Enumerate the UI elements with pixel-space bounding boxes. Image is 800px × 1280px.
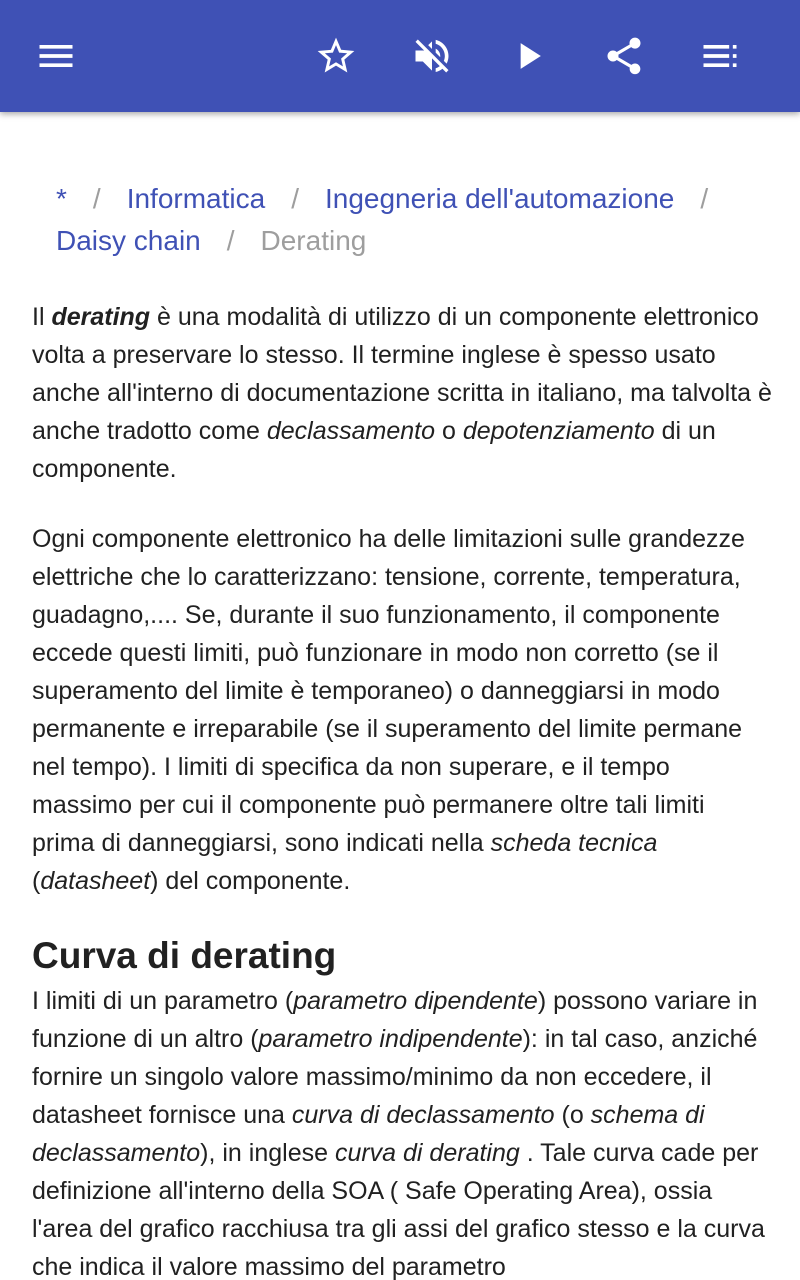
play-button[interactable]	[500, 28, 556, 84]
text-span: ) possono variare in funzione di un altro (	[32, 987, 758, 1053]
term-schema-declassamento: schema di declassamento	[32, 1101, 705, 1167]
breadcrumb-item-informatica[interactable]: Informatica	[126, 183, 266, 214]
play-icon	[506, 34, 550, 78]
term-curva-declassamento: curva di declassamento	[291, 1101, 555, 1129]
term-parametro-dipendente: parametro dipendente	[293, 987, 538, 1015]
text-span: I limiti di un parametro (	[32, 987, 294, 1015]
text-span: ) del componente.	[150, 867, 351, 895]
breadcrumb-separator: /	[92, 183, 101, 214]
paragraph-curve	[32, 982, 772, 1280]
breadcrumb-separator: /	[226, 225, 235, 256]
breadcrumb-current: Derating	[260, 225, 367, 256]
term-datasheet: datasheet	[40, 867, 151, 895]
breadcrumb-item-daisy-chain[interactable]: Daisy chain	[56, 225, 201, 256]
playlist-icon	[698, 34, 742, 78]
star-outline-icon	[314, 34, 358, 78]
menu-button[interactable]	[28, 28, 84, 84]
breadcrumb-item-ingegneria[interactable]: Ingegneria dell'automazione	[324, 183, 675, 214]
text-span: Ogni componente elettronico ha delle limitazioni sulle grandezze elettriche che lo caratterizzano: tensione, corrente, temperatura, guadagno,.... Se, durante il suo funzionamento, il componente eccede questi limiti, può funzionare in modo non corretto (se il superamento del limite è temporaneo) o danneggiarsi in modo permanente e irreparabile (se il superamento del limite permane nel tempo). I limiti di specifica da non superare, e il tempo massimo per cui il componente può permanere oltre tali limiti prima di danneggiarsi, sono indicati nella	[32, 525, 745, 857]
paragraph-intro	[32, 298, 772, 488]
article-scroll-area[interactable]	[0, 112, 800, 1280]
text-span: Il	[32, 303, 52, 331]
term-depotenziamento: depotenziamento	[462, 417, 655, 445]
contents-button[interactable]	[692, 28, 748, 84]
text-span: ): in tal caso, anziché fornire un singolo valore massimo/minimo da non eccedere, il datasheet fornisce una	[32, 1025, 758, 1129]
text-span: di un componente.	[32, 417, 716, 483]
text-span: ), in inglese	[200, 1139, 335, 1167]
share-icon	[602, 34, 646, 78]
article-body	[32, 298, 772, 1280]
breadcrumb-separator: /	[700, 183, 709, 214]
app-toolbar	[0, 0, 800, 112]
term-derating: derating	[51, 303, 151, 331]
bookmark-button[interactable]	[308, 28, 364, 84]
breadcrumb-separator: /	[291, 183, 299, 214]
menu-icon	[34, 34, 78, 78]
term-declassamento: declassamento	[266, 417, 436, 445]
text-span: è una modalità di utilizzo di un componente elettronico volta a preservare lo stesso. Il termine inglese è spesso usato anche all'interno di documentazione scritta in italiano, ma talvolta è anche tradotto come	[32, 303, 772, 445]
text-span: (	[32, 867, 41, 895]
breadcrumb-item-home[interactable]: *	[56, 183, 67, 214]
paragraph-limits	[32, 520, 772, 900]
text-span: (o	[554, 1101, 591, 1129]
mute-button[interactable]	[404, 28, 460, 84]
term-scheda-tecnica: scheda tecnica	[490, 829, 658, 857]
text-span: . Tale curva cade per definizione all'interno della SOA ( Safe Operating Area), ossia l'area del grafico racchiusa tra gli assi del grafico stesso e la curva che indica il valore massimo del parametro	[32, 1139, 765, 1280]
text-span: o	[435, 417, 463, 445]
section-heading: Curva di derating	[32, 935, 337, 976]
term-curva-derating: curva di derating	[334, 1139, 520, 1167]
breadcrumb	[56, 178, 756, 262]
share-button[interactable]	[596, 28, 652, 84]
volume-off-icon	[410, 34, 454, 78]
term-parametro-indipendente: parametro indipendente	[258, 1025, 523, 1053]
